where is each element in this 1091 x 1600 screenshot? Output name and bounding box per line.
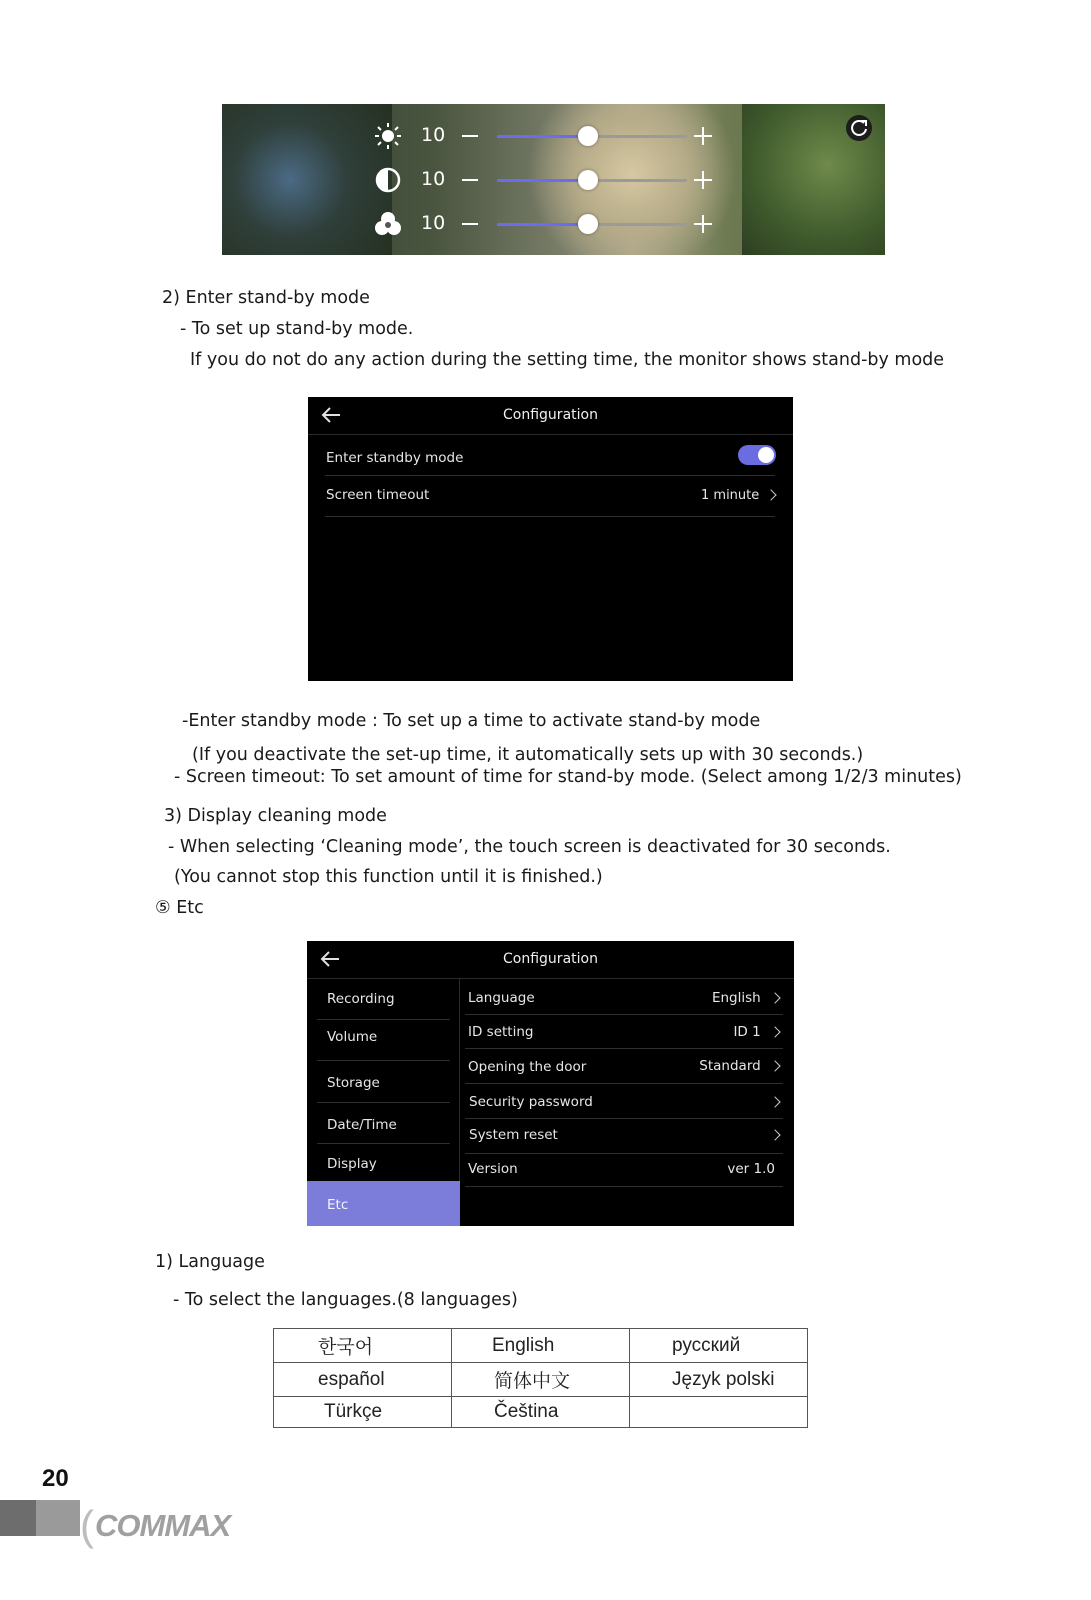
menu-item-volume[interactable]: Volume <box>327 1029 378 1045</box>
refresh-button[interactable] <box>846 115 872 141</box>
screen-title: Configuration <box>503 951 598 967</box>
contrast-minus-button[interactable] <box>462 179 478 181</box>
paragraph-line: - Screen timeout: To set amount of time for stand-by mode. (Select among 1/2/3 minutes) <box>174 767 962 787</box>
id-setting-row[interactable] <box>687 1024 779 1040</box>
chevron-right-icon <box>769 1129 780 1140</box>
background-photo-left <box>222 104 392 255</box>
contrast-plus-button[interactable] <box>694 171 712 189</box>
opening-door-label: Opening the door <box>468 1059 587 1075</box>
screen-header <box>307 941 794 979</box>
contrast-slider-row <box>374 165 714 195</box>
section-heading-cleaning: 3) Display cleaning mode <box>164 806 387 826</box>
divider <box>317 1102 450 1103</box>
divider <box>465 1118 783 1119</box>
brightness-minus-button[interactable] <box>462 135 478 137</box>
color-value: 10 <box>421 212 446 234</box>
language-label: Language <box>468 990 535 1006</box>
divider <box>465 1186 783 1187</box>
toggle-knob <box>758 447 774 463</box>
paragraph-line: If you do not do any action during the setting time, the monitor shows stand-by mode <box>190 350 945 370</box>
divider <box>317 1060 450 1061</box>
language-table <box>273 1328 808 1428</box>
opening-door-row[interactable] <box>667 1058 779 1074</box>
divider <box>465 1014 783 1015</box>
logo-text: COMMAX <box>95 1508 231 1543</box>
color-slider-fill <box>497 223 588 226</box>
table-cell: 简体中文 <box>452 1363 630 1397</box>
id-setting-label: ID setting <box>468 1024 534 1040</box>
chevron-right-icon <box>766 489 777 500</box>
chevron-right-icon <box>769 992 780 1003</box>
commax-logo <box>80 1498 231 1549</box>
chevron-right-icon <box>769 1096 780 1107</box>
divider <box>325 475 775 476</box>
screen-title: Configuration <box>503 407 598 423</box>
table-row <box>274 1329 808 1363</box>
table-cell <box>630 1397 808 1428</box>
divider <box>317 1019 450 1020</box>
brightness-value: 10 <box>421 124 446 146</box>
paragraph-line: - To set up stand-by mode. <box>180 319 414 339</box>
paragraph-line: (If you deactivate the set-up time, it automatically sets up with 30 seconds.) <box>192 745 864 765</box>
security-password-label: Security password <box>469 1094 593 1110</box>
menu-item-datetime[interactable]: Date/Time <box>327 1117 397 1133</box>
menu-item-etc[interactable]: Etc <box>327 1197 349 1213</box>
contrast-slider-fill <box>497 179 588 182</box>
paragraph-line: - When selecting ‘Cleaning mode’, the touch screen is deactivated for 30 seconds. <box>168 837 891 857</box>
brightness-slider[interactable] <box>497 135 687 138</box>
page-number: 20 <box>42 1465 69 1492</box>
version-label: Version <box>468 1161 518 1177</box>
color-icon <box>374 211 402 237</box>
enter-standby-toggle[interactable] <box>738 445 776 465</box>
brightness-slider-row <box>374 121 714 151</box>
refresh-icon <box>846 115 872 141</box>
system-reset-label: System reset <box>469 1127 558 1143</box>
divider <box>325 516 775 517</box>
contrast-value: 10 <box>421 168 446 190</box>
screen-timeout-label: Screen timeout <box>326 487 430 503</box>
system-reset-row[interactable] <box>747 1127 779 1143</box>
table-cell: 한국어 <box>274 1329 452 1363</box>
chevron-right-icon <box>769 1060 780 1071</box>
section-heading-standby: 2) Enter stand-by mode <box>162 288 370 308</box>
table-cell: Türkçe <box>274 1397 452 1428</box>
divider <box>465 1083 783 1084</box>
table-row <box>274 1397 808 1428</box>
table-cell: Čeština <box>452 1397 630 1428</box>
security-password-row[interactable] <box>747 1094 779 1110</box>
language-row[interactable] <box>687 990 779 1006</box>
screen-header <box>308 397 793 435</box>
screen-timeout-value: 1 minute <box>701 488 760 503</box>
language-value: English <box>711 990 761 1006</box>
divider <box>465 1048 783 1049</box>
section-heading-language: 1) Language <box>155 1252 265 1272</box>
footer-bar-light <box>36 1500 80 1536</box>
chevron-right-icon <box>769 1026 780 1037</box>
menu-item-display[interactable]: Display <box>327 1156 377 1172</box>
divider <box>317 1143 450 1144</box>
color-slider-row <box>374 209 714 239</box>
menu-item-recording[interactable]: Recording <box>327 991 395 1007</box>
footer-bar-dark <box>0 1500 36 1536</box>
id-setting-value: ID 1 <box>733 1024 761 1040</box>
menu-item-storage[interactable]: Storage <box>327 1075 380 1091</box>
paragraph-line: (You cannot stop this function until it is finished.) <box>174 867 603 887</box>
table-cell: English <box>452 1329 630 1363</box>
brightness-slider-knob[interactable] <box>578 126 598 146</box>
color-slider[interactable] <box>497 223 687 226</box>
section-heading-etc: ⑤ Etc <box>155 898 204 918</box>
table-cell: Język polski <box>630 1363 808 1397</box>
contrast-slider[interactable] <box>497 179 687 182</box>
logo-mark: ( <box>80 1502 93 1549</box>
divider <box>465 1153 783 1154</box>
enter-standby-label: Enter standby mode <box>326 450 464 466</box>
brightness-slider-fill <box>497 135 588 138</box>
brightness-icon <box>374 123 402 149</box>
paragraph-line: -Enter standby mode : To set up a time to activate stand-by mode <box>182 711 761 731</box>
table-cell: русский <box>630 1329 808 1363</box>
color-slider-knob[interactable] <box>578 214 598 234</box>
brightness-plus-button[interactable] <box>694 127 712 145</box>
contrast-icon <box>374 167 402 193</box>
slider-banner <box>222 104 885 255</box>
version-value: ver 1.0 <box>727 1161 775 1177</box>
screen-timeout-row[interactable] <box>701 488 775 503</box>
standby-config-screen <box>308 397 793 681</box>
color-minus-button[interactable] <box>462 223 478 225</box>
table-row <box>274 1363 808 1397</box>
table-cell: español <box>274 1363 452 1397</box>
color-plus-button[interactable] <box>694 215 712 233</box>
contrast-slider-knob[interactable] <box>578 170 598 190</box>
paragraph-line: - To select the languages.(8 languages) <box>173 1290 518 1310</box>
etc-config-screen <box>307 941 794 1226</box>
opening-door-value: Standard <box>699 1058 761 1074</box>
